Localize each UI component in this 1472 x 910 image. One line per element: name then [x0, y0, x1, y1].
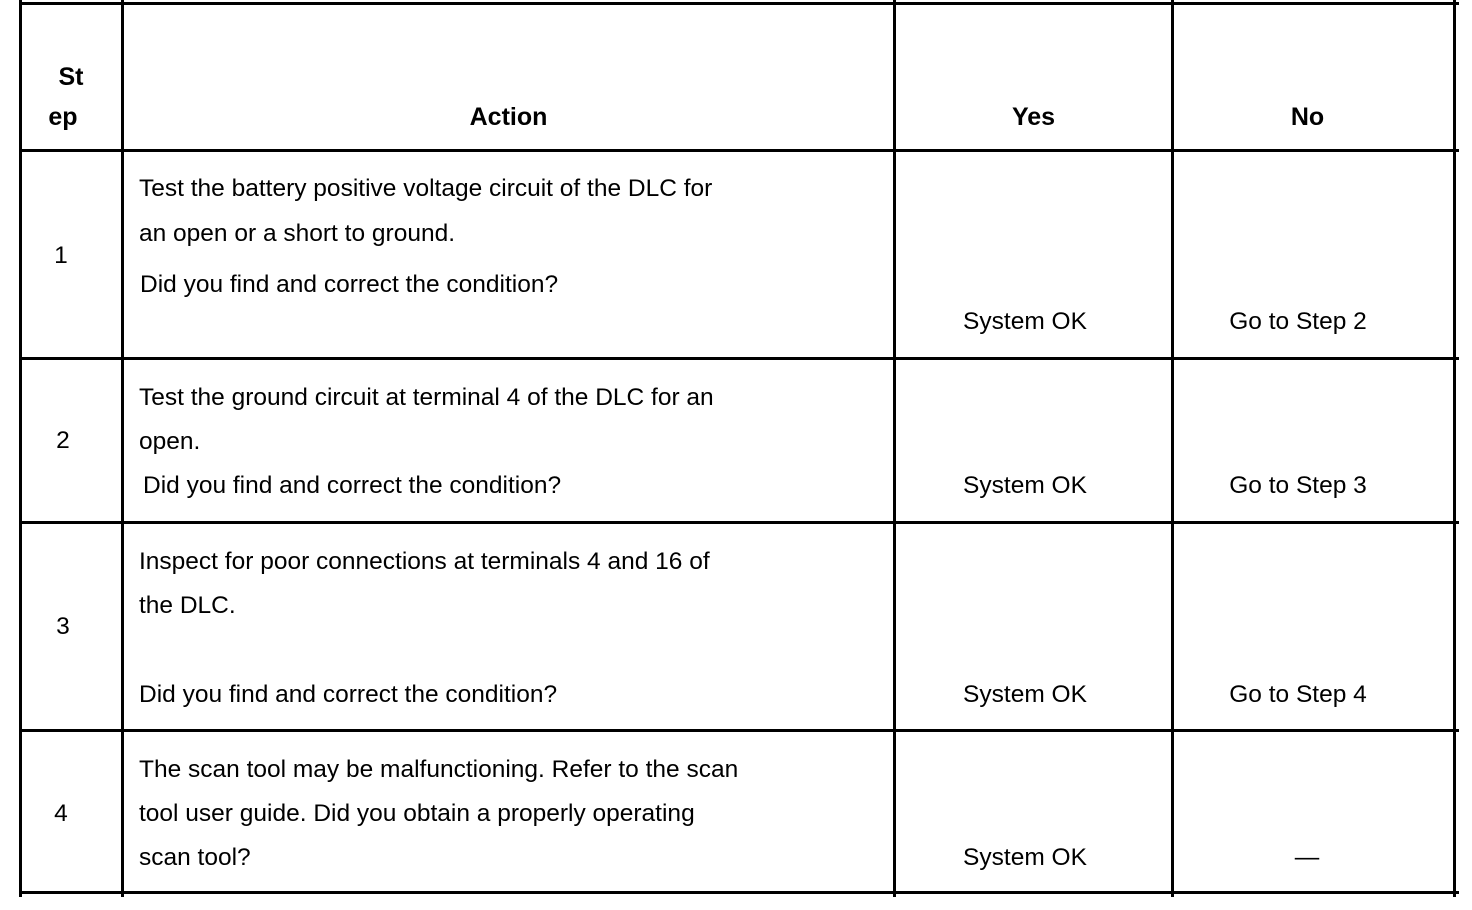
header-step-line2: ep	[48, 103, 78, 131]
header-action: Action	[469, 103, 548, 131]
step-number: 4	[54, 800, 68, 827]
table-rule-bottom	[19, 891, 1459, 894]
no-result: Go to Step 4	[1229, 681, 1367, 708]
action-line: Test the battery positive voltage circuit of the DLC for	[139, 175, 713, 202]
header-no: No	[1290, 103, 1325, 131]
yes-result: System OK	[963, 844, 1087, 871]
action-line: The scan tool may be malfunctioning. Refer to the scan	[139, 756, 739, 783]
action-line: tool user guide. Did you obtain a properly operating	[139, 800, 695, 827]
yes-result: System OK	[963, 308, 1087, 335]
action-line: Inspect for poor connections at terminals 4 and 16 of	[139, 548, 710, 575]
yes-result: System OK	[963, 472, 1087, 499]
action-line: an open or a short to ground.	[139, 220, 455, 247]
action-line: the DLC.	[139, 592, 236, 619]
step-number: 2	[56, 427, 70, 454]
table-rule-row1	[19, 357, 1459, 360]
table-rule-right	[1453, 0, 1456, 897]
step-number: 1	[54, 242, 68, 269]
action-question: Did you find and correct the condition?	[140, 271, 559, 298]
no-result: Go to Step 3	[1229, 472, 1367, 499]
yes-result: System OK	[963, 681, 1087, 708]
step-number: 3	[56, 613, 70, 640]
action-line: open.	[139, 428, 201, 455]
action-line: Test the ground circuit at terminal 4 of the DLC for an	[139, 384, 714, 411]
table-rule-header	[19, 149, 1459, 152]
table-rule-top	[19, 2, 1459, 5]
action-question: Did you find and correct the condition?	[139, 681, 558, 708]
action-line: scan tool?	[139, 844, 251, 871]
action-question: Did you find and correct the condition?	[143, 472, 562, 499]
table-rule-row2	[19, 521, 1459, 524]
header-yes: Yes	[1011, 103, 1056, 131]
no-result: Go to Step 2	[1229, 308, 1367, 335]
header-step-line1: St	[58, 63, 84, 91]
no-result-dash: —	[1294, 844, 1320, 871]
table-rule-row3	[19, 729, 1459, 732]
